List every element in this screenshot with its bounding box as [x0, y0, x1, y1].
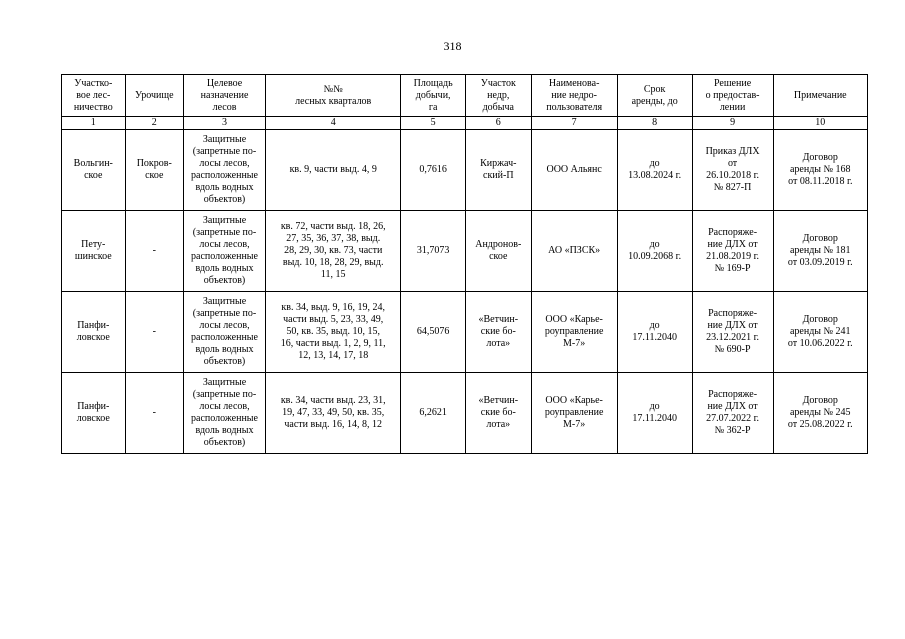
cell-tract: - [125, 373, 183, 454]
cell-note: Договор аренды № 245 от 25.08.2022 г. [773, 373, 867, 454]
header-cell-term: Срок аренды, до [617, 75, 692, 117]
cell-note: Договор аренды № 241 от 10.06.2022 г. [773, 292, 867, 373]
cell-user: ООО «Карье- роуправление М-7» [531, 292, 617, 373]
column-number: 7 [531, 117, 617, 130]
cell-forestry: Вольгин- ское [62, 130, 126, 211]
cell-purpose: Защитные (запретные по- лосы лесов, расположенные вдоль водных объектов) [184, 373, 266, 454]
cell-purpose: Защитные (запретные по- лосы лесов, расположенные вдоль водных объектов) [184, 130, 266, 211]
cell-decision: Распоряже- ние ДЛХ от 21.08.2019 г. № 169-Р [692, 211, 773, 292]
cell-user: ООО Альянс [531, 130, 617, 211]
cell-term: до 17.11.2040 [617, 373, 692, 454]
column-number: 5 [401, 117, 466, 130]
column-number: 2 [125, 117, 183, 130]
header-cell-forestry: Участко- вое лес- ничество [62, 75, 126, 117]
cell-quarters: кв. 34, выд. 9, 16, 19, 24, части выд. 5, 23, 33, 49, 50, кв. 35, выд. 10, 15, 16, части выд. 1, 2, 9, 11, 12, 13, 14, 17, 18 [266, 292, 401, 373]
cell-area: 31,7073 [401, 211, 466, 292]
cell-term: до 17.11.2040 [617, 292, 692, 373]
cell-tract: - [125, 292, 183, 373]
cell-forestry: Панфи- ловское [62, 373, 126, 454]
cell-subsoil-plot: Киржач- ский-П [465, 130, 531, 211]
cell-quarters: кв. 34, части выд. 23, 31, 19, 47, 33, 49, 50, кв. 35, части выд. 16, 14, 8, 12 [266, 373, 401, 454]
header-row [62, 75, 868, 117]
cell-tract: - [125, 211, 183, 292]
header-cell-area: Площадь добычи, га [401, 75, 466, 117]
cell-area: 6,2621 [401, 373, 466, 454]
header-cell-user: Наименова- ние недро- пользователя [531, 75, 617, 117]
column-number: 4 [266, 117, 401, 130]
cell-subsoil-plot: «Ветчин- ские бо- лота» [465, 373, 531, 454]
table-row [62, 292, 868, 373]
cell-forestry: Пету- шинское [62, 211, 126, 292]
table-row [62, 373, 868, 454]
cell-purpose: Защитные (запретные по- лосы лесов, расположенные вдоль водных объектов) [184, 292, 266, 373]
column-number: 3 [184, 117, 266, 130]
cell-area: 0,7616 [401, 130, 466, 211]
cell-user: АО «ПЗСК» [531, 211, 617, 292]
header-cell-tract: Урочище [125, 75, 183, 117]
column-number: 1 [62, 117, 126, 130]
cell-quarters: кв. 72, части выд. 18, 26, 27, 35, 36, 37, 38, выд. 28, 29, 30, кв. 73, части выд. 10, 18, 28, 29, выд. 11, 15 [266, 211, 401, 292]
cell-purpose: Защитные (запретные по- лосы лесов, расположенные вдоль водных объектов) [184, 211, 266, 292]
column-number: 9 [692, 117, 773, 130]
column-number: 8 [617, 117, 692, 130]
cell-term: до 13.08.2024 г. [617, 130, 692, 211]
column-number: 10 [773, 117, 867, 130]
cell-note: Договор аренды № 181 от 03.09.2019 г. [773, 211, 867, 292]
cell-term: до 10.09.2068 г. [617, 211, 692, 292]
header-cell-subsoil-plot: Участок недр, добыча [465, 75, 531, 117]
cell-subsoil-plot: «Ветчин- ские бо- лота» [465, 292, 531, 373]
cell-decision: Приказ ДЛХ от 26.10.2018 г. № 827-П [692, 130, 773, 211]
cell-tract: Покров- ское [125, 130, 183, 211]
header-cell-quarters: №№ лесных кварталов [266, 75, 401, 117]
cell-subsoil-plot: Андронов- ское [465, 211, 531, 292]
cell-user: ООО «Карье- роуправление М-7» [531, 373, 617, 454]
cell-decision: Распоряже- ние ДЛХ от 27.07.2022 г. № 362-Р [692, 373, 773, 454]
table-row [62, 130, 868, 211]
cell-quarters: кв. 9, части выд. 4, 9 [266, 130, 401, 211]
column-number: 6 [465, 117, 531, 130]
header-cell-note: Примечание [773, 75, 867, 117]
header-cell-purpose: Целевое назначение лесов [184, 75, 266, 117]
table-row [62, 211, 868, 292]
header-cell-decision: Решение о предостав- лении [692, 75, 773, 117]
mining-lease-table [61, 74, 868, 454]
cell-forestry: Панфи- ловское [62, 292, 126, 373]
cell-note: Договор аренды № 168 от 08.11.2018 г. [773, 130, 867, 211]
column-number-row [62, 117, 868, 130]
cell-area: 64,5076 [401, 292, 466, 373]
page-number: 318 [443, 39, 462, 53]
cell-decision: Распоряже- ние ДЛХ от 23.12.2021 г. № 690-Р [692, 292, 773, 373]
